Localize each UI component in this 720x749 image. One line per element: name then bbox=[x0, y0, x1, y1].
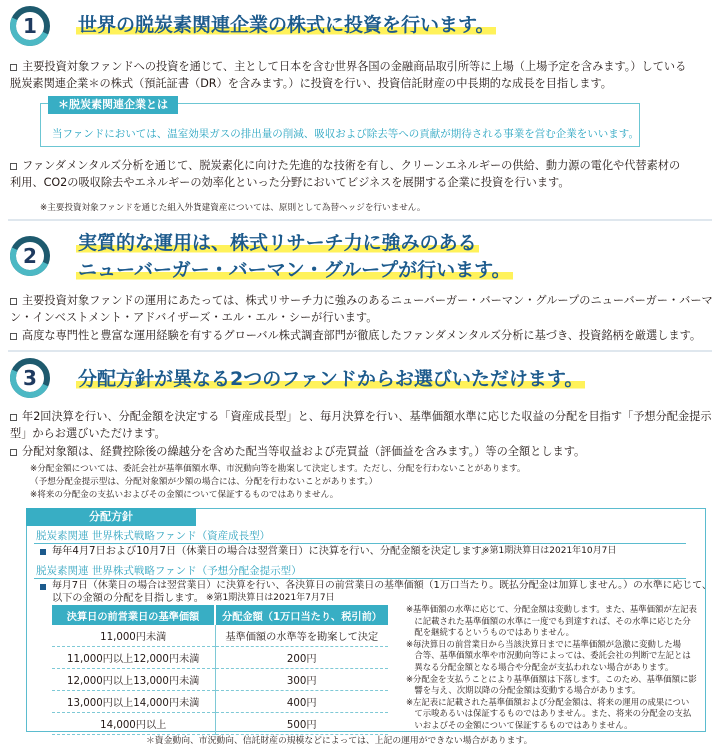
bullet-square-icon bbox=[10, 414, 17, 421]
fund-2-schedule-line-2: 以下の金額の分配を目指します。 bbox=[52, 593, 204, 604]
bullet-square-icon bbox=[10, 298, 17, 305]
section-3-bullet-2: 分配対象額は、経費控除後の繰越分を含めた配当等収益および売買益（評価益を含みます。）等の全額とします。 bbox=[22, 445, 586, 458]
table-header-amount: 分配金額（1万口当たり、税引前） bbox=[215, 605, 388, 625]
bullet-square-icon bbox=[10, 333, 17, 340]
right-note-line: いおよびその金額について保証するものではありません。 bbox=[406, 720, 633, 730]
bullet-square-icon bbox=[10, 64, 17, 71]
table-row bbox=[52, 669, 388, 691]
section-1-bullet-2-line-1: ファンダメンタルズ分析を通じて、脱炭素化に向けた先進的な技術を有し、クリーンエネルギーの供給、動力源の電化や代替素材の bbox=[22, 159, 681, 172]
section-2-bullet-2: 高度な専門性と豊富な運用経験を有するグローバル株式調査部門が徹底したファンダメンタルズ分析に基づき、投資銘柄を厳選します。 bbox=[22, 329, 702, 342]
divider bbox=[8, 219, 712, 221]
table-header-row bbox=[52, 605, 388, 625]
section-3-bullet-1-line-1: 年2回決算を行い、分配金額を決定する「資産成長型」と、毎月決算を行い、基準価額水準に応じた収益の分配を目指す「予想分配金提示 bbox=[22, 410, 712, 423]
distribution-policy-title: 分配方針 bbox=[26, 508, 196, 526]
table-cell: 300円 bbox=[215, 669, 388, 691]
fund-1-first-settlement: ※第1期決算日は2021年10月7日 bbox=[482, 546, 617, 556]
table-cell: 11,000円未満 bbox=[52, 625, 215, 647]
section-2-bullet-1-line-2: ン・インベストメント・アドバイザーズ・エル・エル・シーが行います。 bbox=[10, 311, 378, 324]
section-1-bullet-1-line-1: 主要投資対象ファンドへの投資を通じて、主として日本を含む世界各国の金融商品取引所等に上場（上場予定を含みます。）している bbox=[22, 60, 687, 73]
table-row bbox=[52, 691, 388, 713]
table-header-nav: 決算日の前営業日の基準価額 bbox=[52, 605, 215, 625]
section-1-heading-text: 世界の脱炭素関連企業の株式に投資を行います。 bbox=[78, 14, 495, 36]
table-cell: 500円 bbox=[215, 713, 388, 735]
section-number-badge bbox=[10, 236, 50, 276]
section-number: 3 bbox=[23, 366, 37, 390]
right-note-line: 配を継続するというものではありません。 bbox=[406, 627, 575, 638]
table-cell: 13,000円以上14,000円未満 bbox=[52, 691, 215, 713]
fund-1-schedule: 毎年4月7日および10月7日（休業日の場合は翌営業日）に決算を行い、分配金額を決定します。 bbox=[52, 546, 492, 557]
section-3-heading-text: 分配方針が異なる2つのファンドからお選びいただけます。 bbox=[78, 368, 584, 390]
bullet-square-icon bbox=[40, 584, 46, 590]
fund-2-name: 脱炭素関連 世界株式戦略ファンド（予想分配金提示型） bbox=[36, 565, 302, 577]
footer-note: ＊資金動向、市況動向、信託財産の規模などによっては、上記の運用ができない場合があります。 bbox=[146, 736, 533, 746]
fund-2-schedule-line-1: 毎月7日（休業日の場合は翌営業日）に決算を行い、各決算日の前営業日の基準価額（1万口当たり。既払分配金は加算しません。）の水準に応じて、 bbox=[52, 580, 712, 591]
bullet-square-icon bbox=[10, 449, 17, 456]
section-2-heading-text-2: ニューバーガー・バーマン・グループが行います。 bbox=[78, 259, 511, 281]
table-cell: 200円 bbox=[215, 647, 388, 669]
section-2-heading-line-2 bbox=[76, 257, 513, 283]
right-note-line: に記載された基準価額の水準に一度でも到達すれば、その水準に応じた分 bbox=[406, 615, 691, 626]
table-cell: 12,000円以上13,000円未満 bbox=[52, 669, 215, 691]
table-cell: 基準価額の水準等を勘案して決定 bbox=[215, 625, 388, 647]
right-note-line: ※毎決算日の前営業日から当該決算日までに基準価額が急激に変動した場 bbox=[406, 638, 682, 649]
right-note-line: ※基準価額の水準に応じて、分配金額は変動します。また、基準価額が左記表 bbox=[406, 604, 697, 614]
right-note-line: 響を与え、次期以降の分配金額は変動する場合があります。 bbox=[406, 685, 641, 696]
table-row bbox=[52, 625, 388, 647]
fund-2-first-settlement: ※第1期決算日は2021年7月7日 bbox=[206, 593, 335, 603]
section-1-bullet-2-line-2: 利用、CO2の吸収除去やエネルギーの効率化といった分野においてビジネスを展開する企業に投資を行います。 bbox=[10, 176, 570, 189]
section-number-badge bbox=[10, 358, 50, 398]
distribution-table bbox=[52, 605, 388, 735]
section-1-note: ※主要投資対象ファンドを通じた組入外貨建資産については、原則として為替ヘッジを行いません。 bbox=[40, 203, 426, 213]
section-2-bullet-1-line-1: 主要投資対象ファンドの運用にあたっては、株式リサーチ力に強みのあるニューバーガー・バーマン・グループのニューバーガー・バーマ bbox=[22, 294, 713, 307]
bullet-square-icon bbox=[40, 549, 46, 555]
section-3-bullet-1-line-2: 型」からお選びいただけます。 bbox=[10, 427, 166, 440]
section-3-note-2: （予想分配金提示型は、分配対象額が少額の場合には、分配を行わないことがあります。） bbox=[30, 477, 378, 487]
bullet-square-icon bbox=[10, 163, 17, 170]
table-cell: 400円 bbox=[215, 691, 388, 713]
section-3-note-1: ※分配金額については、委託会社が基準価額水準、市況動向等を勘案して決定します。ただし、分配を行わないことがあります。 bbox=[30, 464, 526, 474]
section-number-badge bbox=[10, 6, 50, 46]
table-cell: 14,000円以上 bbox=[52, 713, 215, 735]
section-3-note-3: ※将来の分配金の支払いおよびその金額について保証するものではありません。 bbox=[30, 490, 339, 500]
right-note-line: て示唆あるいは保証するものではありません。また、将来の分配金の支払 bbox=[406, 708, 692, 719]
section-2-heading-text-1: 実質的な運用は、株式リサーチ力に強みのある bbox=[78, 232, 477, 254]
table-row bbox=[52, 647, 388, 669]
definition-text: 当ファンドにおいては、温室効果ガスの排出量の削減、吸収および除去等への貢献が期待される事業を営む企業をいいます。 bbox=[52, 128, 639, 140]
section-1-heading bbox=[76, 12, 496, 38]
section-2-heading-line-1 bbox=[76, 230, 479, 256]
table-row bbox=[52, 713, 388, 735]
table-cell: 11,000円以上12,000円未満 bbox=[52, 647, 215, 669]
right-note-line: 異なる分配金額となる場合や分配金が支払われない場合があります。 bbox=[406, 662, 674, 672]
section-number: 2 bbox=[23, 244, 37, 268]
right-note-line: 合等、基準価額水準や市況動向等によっては、委託会社の判断で左記とは bbox=[406, 650, 691, 661]
right-note-line: ※左記表に記載された基準価額および分配金額は、将来の運用の成果につい bbox=[406, 696, 690, 707]
divider bbox=[8, 350, 712, 352]
definition-title: ＊脱炭素関連企業とは bbox=[48, 96, 178, 114]
fund-1-name: 脱炭素関連 世界株式戦略ファンド（資産成長型） bbox=[36, 530, 271, 542]
section-1-bullet-1-line-2: 脱炭素関連企業＊の株式（預託証書（DR）を含みます。）に投資を行い、投資信託財産の中長期的な成長を目指します。 bbox=[10, 77, 612, 90]
section-number: 1 bbox=[23, 14, 37, 38]
right-note-line: ※分配金を支払うことにより基準価額は下落します。このため、基準価額に影 bbox=[406, 673, 697, 684]
section-3-heading bbox=[76, 366, 585, 392]
